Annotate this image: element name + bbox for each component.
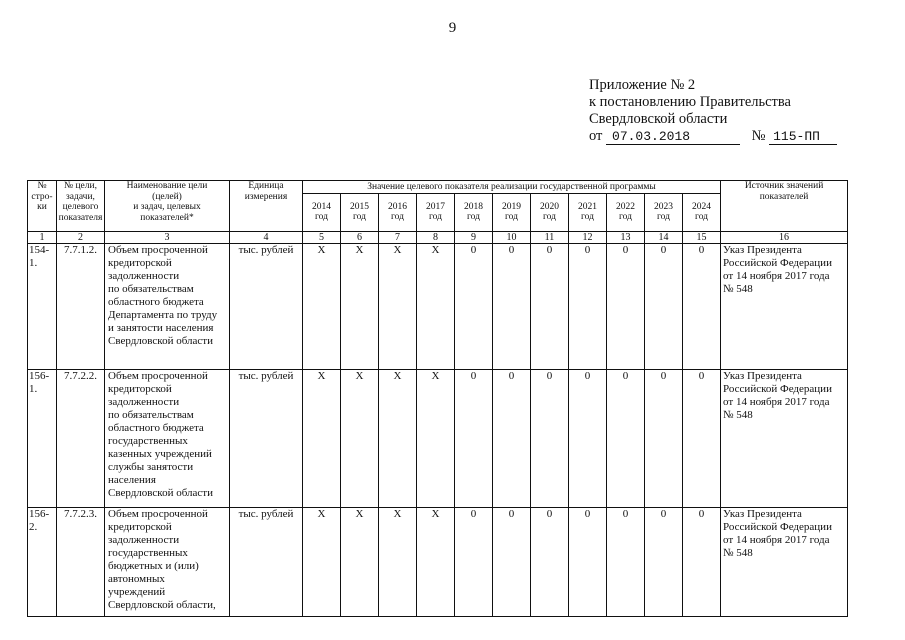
indicator-name-cell: [105, 243, 230, 369]
source-line: от 14 ноября 2017 года: [723, 269, 830, 282]
source-line: № 548: [723, 546, 753, 559]
header-values-caption: Значение целевого показателя реализации государственной программы: [303, 181, 721, 194]
source-line: № 548: [723, 282, 753, 295]
source-line: Указ Президента: [723, 507, 802, 520]
year-label: 2015: [350, 201, 369, 212]
source-line: Российской Федерации: [723, 520, 832, 533]
goal-number-cell: 7.7.2.3.: [57, 507, 105, 616]
value-cell-2023: 0: [645, 369, 683, 507]
row-number-cell: 156-2.: [28, 507, 57, 616]
column-number: 9: [455, 231, 493, 243]
header-year-2016: [379, 193, 417, 231]
value-cell-2015: X: [341, 507, 379, 616]
header-goal-no-line: показателя: [58, 212, 103, 223]
value-cell-2017: X: [417, 369, 455, 507]
value-cell-2015: X: [341, 369, 379, 507]
year-label: 2021: [578, 201, 597, 212]
indicator-name-line: Свердловской области,: [108, 598, 216, 611]
appendix-title: Приложение № 2: [589, 77, 696, 93]
year-word: год: [505, 212, 518, 222]
year-word: год: [353, 212, 366, 222]
value-cell-2024: 0: [683, 507, 721, 616]
value-cell-2023: 0: [645, 507, 683, 616]
indicator-name-line: задолженности: [108, 533, 180, 546]
indicator-name-line: Объем просроченной: [108, 369, 208, 382]
source-line: Российской Федерации: [723, 382, 832, 395]
year-label: 2023: [654, 201, 673, 212]
value-cell-2023: 0: [645, 243, 683, 369]
header-name-line: Наименование цели: [126, 181, 208, 191]
page-number: 9: [448, 20, 457, 36]
indicator-name-line: по обязательствам: [108, 408, 194, 421]
value-cell-2014: X: [303, 243, 341, 369]
year-word: год: [695, 212, 709, 222]
appendix-region-line: Свердловской области: [589, 111, 728, 127]
unit-cell: тыс. рублей: [230, 243, 303, 369]
column-number: 15: [683, 231, 721, 243]
indicator-name-line: государственных: [108, 434, 188, 447]
column-number: 10: [493, 231, 531, 243]
source-line: Указ Президента: [723, 243, 802, 256]
value-cell-2015: X: [341, 243, 379, 369]
header-year-2024: [683, 193, 721, 231]
header-year-2022: [607, 193, 645, 231]
year-label: 2020: [540, 201, 559, 212]
header-year-2020: [531, 193, 569, 231]
column-number: 8: [417, 231, 455, 243]
column-number: 7: [379, 231, 417, 243]
year-word: год: [543, 212, 556, 222]
column-number: 12: [569, 231, 607, 243]
value-cell-2018: 0: [455, 369, 493, 507]
column-number: 14: [645, 231, 683, 243]
indicator-name-line: кредиторской: [108, 382, 172, 395]
year-word: год: [429, 212, 442, 222]
column-number: 6: [341, 231, 379, 243]
header-unit-line: измерения: [244, 191, 288, 202]
header-row-no-line: ки: [37, 202, 47, 212]
indicator-name-line: областного бюджета: [108, 421, 204, 434]
indicator-name-line: областного бюджета: [108, 295, 204, 308]
year-label: 2022: [616, 201, 635, 212]
header-unit-line: Единица: [248, 181, 284, 191]
value-cell-2022: 0: [607, 507, 645, 616]
indicator-name-line: Объем просроченной: [108, 243, 208, 256]
unit-cell: тыс. рублей: [230, 369, 303, 507]
value-cell-2022: 0: [607, 369, 645, 507]
header-source-line: показателей: [759, 191, 809, 202]
value-cell-2020: 0: [531, 507, 569, 616]
indicator-name-line: задолженности: [108, 269, 180, 282]
year-word: год: [657, 212, 670, 222]
year-label: 2018: [464, 201, 483, 212]
header-year-2015: [341, 193, 379, 231]
column-number: 4: [230, 231, 303, 243]
header-name: [105, 181, 230, 232]
date-prefix: от: [589, 128, 603, 144]
column-number: 16: [721, 231, 848, 243]
indicator-name-line: и занятости населения: [108, 321, 214, 334]
column-number: 11: [531, 231, 569, 243]
value-cell-2019: 0: [493, 369, 531, 507]
indicator-name-line: Свердловской области: [108, 334, 213, 347]
value-cell-2017: X: [417, 243, 455, 369]
source-cell: [721, 369, 848, 507]
source-cell: [721, 243, 848, 369]
column-numbers-row: [28, 231, 848, 243]
value-cell-2016: X: [379, 369, 417, 507]
value-cell-2014: X: [303, 507, 341, 616]
source-line: от 14 ноября 2017 года: [723, 395, 830, 408]
header-name-line: (целей): [152, 191, 182, 202]
year-word: год: [315, 212, 328, 222]
value-cell-2017: X: [417, 507, 455, 616]
header-year-2014: [303, 193, 341, 231]
header-unit: [230, 181, 303, 232]
indicator-name-line: государственных: [108, 546, 188, 559]
year-label: 2024: [692, 201, 712, 212]
indicator-name-cell: [105, 507, 230, 616]
value-cell-2016: X: [379, 507, 417, 616]
column-number: 3: [105, 231, 230, 243]
header-goal-no-line: № цели,: [64, 181, 97, 191]
indicator-name-line: кредиторской: [108, 520, 172, 533]
resolution-number: 115-ПП: [769, 129, 837, 145]
column-number: 5: [303, 231, 341, 243]
resolution-date: 07.03.2018: [606, 129, 740, 145]
indicator-name-line: по обязательствам: [108, 282, 194, 295]
header-year-2023: [645, 193, 683, 231]
header-row-no-line: стро-: [31, 191, 53, 202]
indicator-name-line: автономных: [108, 572, 165, 585]
targets-table: [27, 180, 848, 617]
table-row: [28, 369, 848, 507]
header-row-no: [28, 181, 57, 232]
indicator-name-line: Объем просроченной: [108, 507, 208, 520]
goal-number-cell: 7.7.2.2.: [57, 369, 105, 507]
header-goal-no-line: целевого: [62, 202, 99, 212]
indicator-name-line: задолженности: [108, 395, 180, 408]
appendix-resolution-line: к постановлению Правительства: [589, 94, 791, 110]
header-year-2017: [417, 193, 455, 231]
year-word: год: [619, 212, 632, 222]
indicator-name-line: бюджетных и (или): [108, 559, 199, 572]
source-line: № 548: [723, 408, 753, 421]
column-number: 1: [28, 231, 57, 243]
column-number: 13: [607, 231, 645, 243]
value-cell-2019: 0: [493, 243, 531, 369]
number-prefix: №: [751, 128, 766, 144]
source-line: от 14 ноября 2017 года: [723, 533, 830, 546]
source-line: Российской Федерации: [723, 256, 832, 269]
goal-number-cell: 7.7.1.2.: [57, 243, 105, 369]
header-name-line: и задач, целевых: [133, 202, 201, 212]
header-goal-no: [57, 181, 105, 232]
header-row-top: [28, 181, 848, 194]
source-line: Указ Президента: [723, 369, 802, 382]
year-word: год: [581, 212, 594, 222]
year-label: 2017: [426, 201, 445, 212]
appendix-date-line: [589, 128, 837, 145]
header-year-2021: [569, 193, 607, 231]
value-cell-2022: 0: [607, 243, 645, 369]
table-row: [28, 243, 848, 369]
indicator-name-line: кредиторской: [108, 256, 172, 269]
table-row: [28, 507, 848, 616]
header-name-line: показателей*: [140, 212, 194, 223]
value-cell-2016: X: [379, 243, 417, 369]
indicator-name-cell: [105, 369, 230, 507]
indicator-name-line: учреждений: [108, 585, 166, 598]
header-year-2019: [493, 193, 531, 231]
value-cell-2018: 0: [455, 507, 493, 616]
indicator-name-line: Свердловской области: [108, 486, 213, 499]
value-cell-2024: 0: [683, 243, 721, 369]
year-label: 2019: [502, 201, 521, 212]
value-cell-2014: X: [303, 369, 341, 507]
year-word: год: [391, 212, 404, 222]
value-cell-2019: 0: [493, 507, 531, 616]
value-cell-2020: 0: [531, 243, 569, 369]
row-number-cell: 154-1.: [28, 243, 57, 369]
value-cell-2021: 0: [569, 243, 607, 369]
header-source: [721, 181, 848, 232]
appendix-block: [589, 77, 837, 145]
value-cell-2021: 0: [569, 507, 607, 616]
value-cell-2020: 0: [531, 369, 569, 507]
year-label: 2016: [388, 201, 407, 212]
header-source-line: Источник значений: [744, 181, 824, 191]
year-label: 2014: [312, 201, 331, 212]
source-cell: [721, 507, 848, 616]
year-word: год: [467, 212, 480, 222]
row-number-cell: 156-1.: [28, 369, 57, 507]
column-number: 2: [57, 231, 105, 243]
value-cell-2024: 0: [683, 369, 721, 507]
indicator-name-line: казенных учреждений: [108, 447, 212, 460]
header-year-2018: [455, 193, 493, 231]
header-row-no-line: №: [37, 181, 47, 191]
value-cell-2018: 0: [455, 243, 493, 369]
indicator-name-line: службы занятости: [108, 460, 194, 473]
indicator-name-line: населения: [108, 473, 156, 486]
value-cell-2021: 0: [569, 369, 607, 507]
header-goal-no-line: задачи,: [66, 191, 95, 202]
unit-cell: тыс. рублей: [230, 507, 303, 616]
indicator-name-line: Департамента по труду: [108, 308, 218, 321]
